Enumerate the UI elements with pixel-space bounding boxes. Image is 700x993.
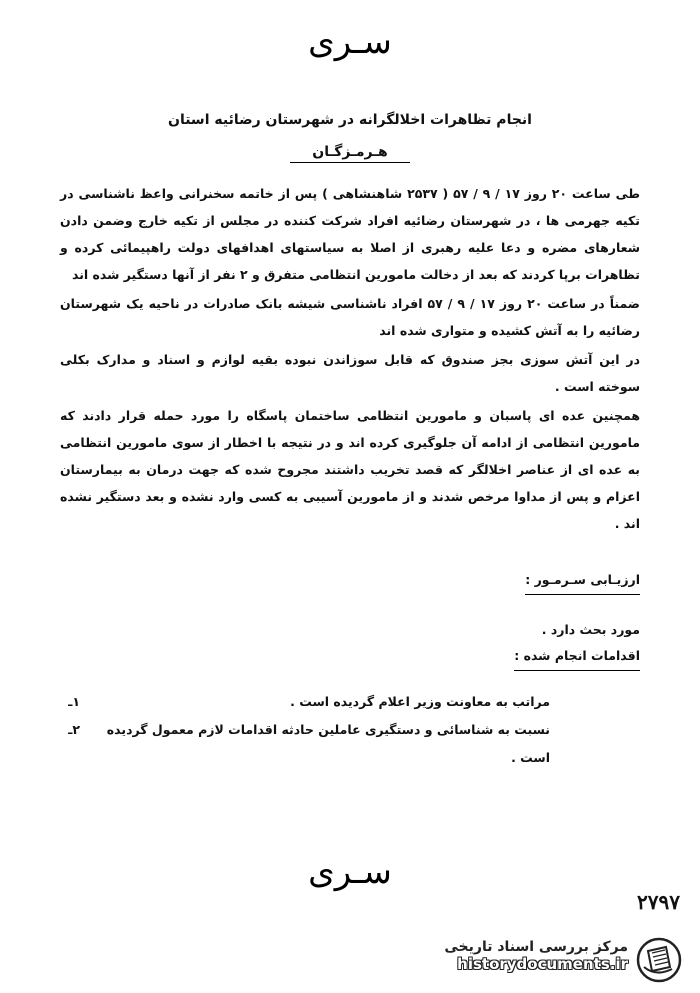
document-body xyxy=(60,180,640,539)
body-paragraph: همچنین عده ای پاسبان و مامورین انتظامی ساختمان پاسگاه را مورد حمله قرار دادند که مامورین انتظامی از ادامه آن جلوگیری کرده اند و در نتیجه با اخطار از سوی مامورین انتظامی به عده ای از عناصر اخلالگر که قصد تخریب داشتند مجروح شده که جهت درمان به بیمارستان اعزام و پس از مداوا مرخص شدند و از مامورین آسیبی به کسی وارد نشده و بعد دستگیر نشده اند . xyxy=(60,408,640,531)
footer-classification-mark: سـری xyxy=(308,852,392,892)
assessment-heading xyxy=(220,568,640,595)
document-title: انجام تظاهرات اخلالگرانه در شهرستان رضائیه استان xyxy=(168,112,532,128)
watermark-text xyxy=(444,939,628,973)
list-item-text: مراتب به معاونت وزیر اعلام گردیده است . xyxy=(290,694,550,709)
actions-list xyxy=(50,688,550,772)
watermark-title: مرکز بررسی اسناد تاریخی xyxy=(444,939,628,955)
list-item-number: ۲ـ xyxy=(68,722,80,737)
assessment-status: مورد بحث دارد . xyxy=(541,622,640,637)
list-item xyxy=(50,716,550,772)
document-subtitle xyxy=(60,144,640,163)
body-paragraph: ضمناً در ساعت ۲۰ روز ۱۷ / ۹ / ۵۷ افراد ناشناسی شیشه بانک صادرات در ناحیه یک شهرستان رضائیه را به آتش کشیده و متواری شده اند xyxy=(60,296,640,338)
list-item xyxy=(50,688,550,716)
document-subtitle-text: هـرمـزگـان xyxy=(290,144,410,163)
assessment-heading-text: ارزیـابی سـرمـور : xyxy=(525,568,640,595)
list-item-text: نسبت به شناسائی و دستگیری عاملین حادثه اقدامات لازم معمول گردیده است . xyxy=(106,722,550,765)
actions-heading-text: اقدامات انجام شده : xyxy=(514,644,640,671)
header-classification-mark: سـری xyxy=(308,22,392,62)
list-item-number: ۱ـ xyxy=(68,694,80,709)
actions-heading xyxy=(220,644,640,671)
document-number: ۲۷۹۷ xyxy=(637,890,680,914)
archive-watermark xyxy=(418,935,688,987)
body-paragraph: در این آتش سوزی بجز صندوق که قابل سوزاندن نبوده بقیه لوازم و اسناد و مدارک بکلی سوخته است . xyxy=(60,352,640,394)
body-paragraph: طی ساعت ۲۰ روز ۱۷ / ۹ / ۵۷ ( ۲۵۳۷ شاهنشاهی ) پس از خاتمه سخنرانی واعظ ناشناسی در تکیه جهرمی ها ، در شهرستان رضائیه افراد شرکت کننده در مجلس از تکیه خارج وضمن دادن شعارهای مضره و دعا علیه رهبری از اصلا به سیاستهای اهدافهای دولت راهپیمائی کرده و تظاهرات برپا کردند که بعد از دخالت مامورین انتظامی متفرق و ۲ نفر از آنها دستگیر شده اند xyxy=(60,186,640,282)
watermark-url: historydocuments.ir xyxy=(457,955,628,973)
document-archive-logo-icon xyxy=(636,937,682,983)
